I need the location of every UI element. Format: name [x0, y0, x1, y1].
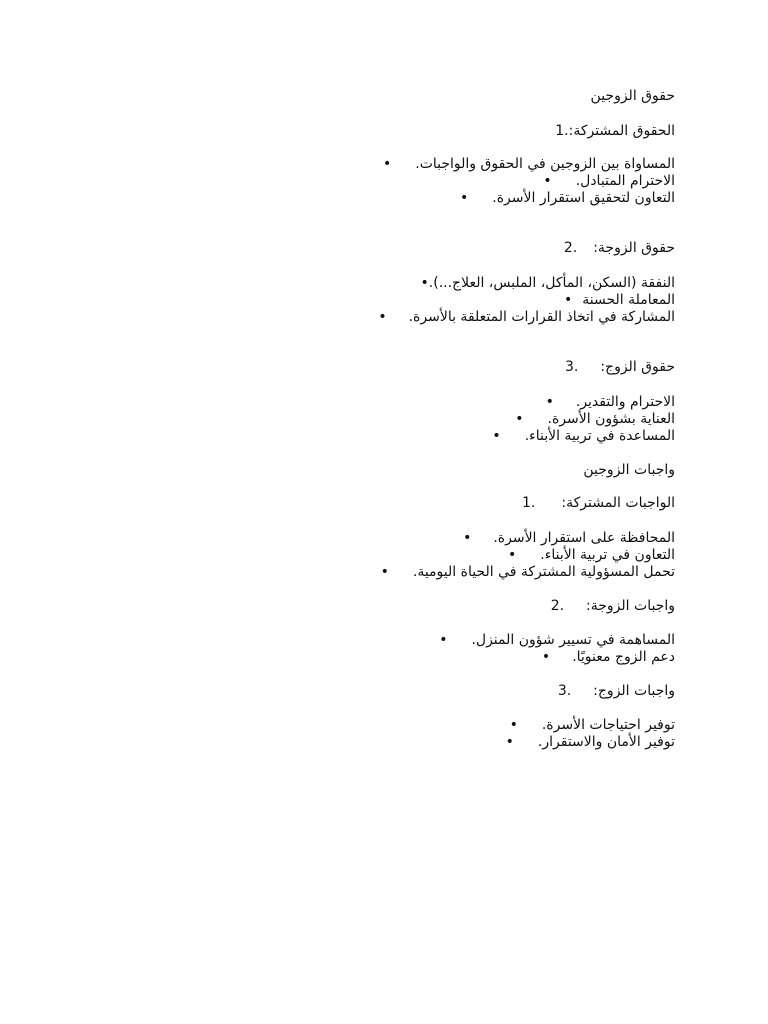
list-item-text: .الاحترام والتقدير: [575, 394, 675, 410]
list-item: [378, 308, 675, 326]
bullet: •: [509, 717, 518, 733]
doc-title-text: حقوق الزوجين: [590, 88, 675, 104]
bullet: •: [378, 309, 387, 325]
bullet: •: [543, 173, 552, 189]
bullet: •: [382, 156, 392, 172]
section-heading-text: :واجبات الزوج: [593, 683, 675, 699]
section-heading-wife-rights: [564, 239, 675, 257]
list-item-text: .المحافظة على استقرار الأسرة: [493, 530, 675, 546]
bullet: •: [505, 734, 514, 750]
list-item-text: .تحمل المسؤولية المشتركة في الحياة اليومية: [412, 564, 675, 580]
section-number: 3.: [557, 683, 572, 699]
section-heading-husband-rights: [565, 358, 675, 376]
list-item: [439, 631, 675, 649]
list-item: [381, 563, 675, 581]
section-heading-text: :الواجبات المشتركة: [561, 495, 675, 511]
list-item: [543, 172, 675, 190]
bullet: •: [492, 428, 501, 444]
bullet: •: [380, 564, 389, 580]
bullet: •: [508, 547, 517, 563]
list-item-text: .المشاركة في اتخاذ القرارات المتعلقة بالأسرة: [408, 309, 675, 325]
list-item-text: .الاحترام المتبادل: [575, 173, 675, 189]
list-item-text: .توفير الأمان والاستقرار: [537, 734, 675, 750]
list-item-text: .النفقة (السكن، المأكل، الملبس، العلاج...): [428, 275, 675, 291]
section-heading-text: :الحقوق المشتركة: [568, 123, 675, 139]
section-heading-text: :واجبات الزوجة: [586, 598, 675, 614]
list-item: [564, 291, 675, 309]
list-item-text: .العناية بشؤون الأسرة: [547, 411, 675, 427]
list-item: [546, 393, 675, 411]
section-number: 2.: [550, 598, 565, 614]
duties-title-text: واجبات الزوجين: [583, 462, 675, 478]
list-item: [542, 648, 675, 666]
list-item-text: .التعاون في تربية الأبناء: [540, 547, 675, 563]
list-item: [492, 427, 675, 445]
list-item-text: .المساهمة في تسيير شؤون المنزل: [471, 632, 675, 648]
list-item: [510, 716, 675, 734]
bullet: •: [420, 275, 429, 291]
section-heading-text: :حقوق الزوجة: [593, 240, 675, 256]
list-item: [383, 155, 675, 173]
list-item-text: المعاملة الحسنة: [582, 292, 675, 308]
bullet: •: [545, 394, 554, 410]
list-item: [463, 529, 675, 547]
bullet: •: [541, 649, 551, 665]
section-heading-husband-duties: [558, 682, 675, 700]
list-item: [515, 410, 675, 428]
section-number: 2.: [563, 240, 578, 256]
section-number: 3.: [564, 359, 579, 375]
list-item-text: .دعم الزوج معنويًا: [572, 649, 675, 665]
list-item: [508, 546, 675, 564]
section-heading-shared-rights: [555, 122, 675, 140]
duties-title: [583, 461, 675, 479]
list-item-text: .التعاون لتحقيق استقرار الأسرة: [492, 190, 675, 206]
list-item-text: .توفير احتياجات الأسرة: [541, 717, 675, 733]
section-number: 1.: [555, 123, 569, 139]
section-heading-wife-duties: [551, 597, 675, 615]
list-item-text: .المساواة بين الزوجين في الحقوق والواجبات: [415, 156, 675, 172]
list-item: [460, 189, 675, 207]
section-number: 1.: [522, 495, 536, 511]
section-heading-shared-duties: [522, 494, 675, 512]
section-heading-text: :حقوق الزوج: [600, 359, 675, 375]
doc-title: [591, 87, 675, 105]
bullet: •: [439, 632, 448, 648]
bullet: •: [515, 411, 524, 427]
list-item: [506, 733, 675, 751]
bullet: •: [563, 292, 573, 308]
bullet: •: [460, 190, 469, 206]
list-item-text: .المساعدة في تربية الأبناء: [524, 428, 675, 444]
bullet: •: [463, 530, 472, 546]
list-item: [421, 274, 675, 292]
